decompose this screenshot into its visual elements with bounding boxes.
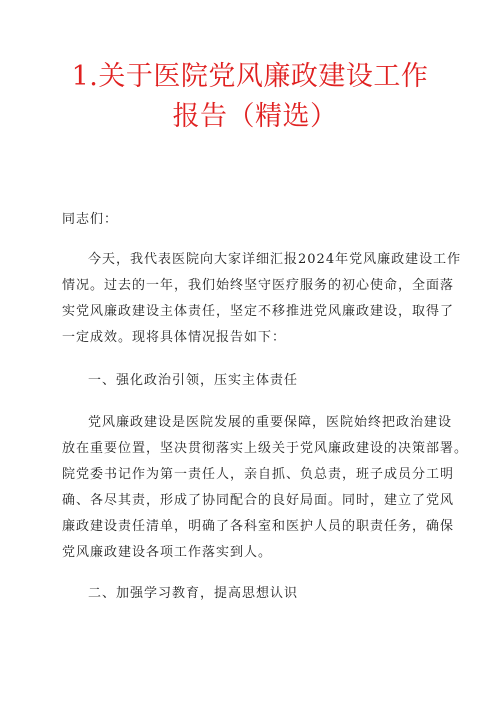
paragraph-2-line: 廉政建设责任清单，明确了各科室和医护人员的职责任务，确保 (62, 519, 455, 534)
paragraph-1-line: 实党风廉政建设主体责任，坚定不移推进党风廉政建设，取得了 (62, 304, 455, 319)
paragraph-2-line: 放在重要位置，坚决贯彻落实上级关于党风廉政建设的决策部署。 (62, 441, 469, 456)
section-heading-2: 二、加强学习教育，提高思想认识 (88, 586, 299, 601)
paragraph-1-line: 今天，我代表医院向大家详细汇报2024年党风廉政建设工作 (88, 252, 462, 267)
paragraph-2-line: 党风廉政建设是医院发展的重要保障，医院始终把政治建设 (88, 415, 453, 430)
paragraph-2-line: 党风廉政建设各项工作落实到人。 (62, 545, 273, 560)
paragraph-2-line: 院党委书记作为第一责任人，亲自抓、负总责，班子成员分工明 (62, 467, 455, 482)
paragraph-1-line: 一定成效。现将具体情况报告如下： (62, 330, 287, 345)
document-title-line-1: 1.关于医院党风廉政建设工作 (71, 61, 429, 92)
paragraph-1-line: 情况。过去的一年，我们始终坚守医疗服务的初心使命，全面落 (62, 278, 455, 293)
section-heading-1: 一、强化政治引领，压实主体责任 (88, 373, 299, 388)
paragraph-2-line: 确、各尽其责，形成了协同配合的良好局面。同时，建立了党风 (62, 493, 455, 508)
document-title-line-2: 报告（精选） (172, 101, 338, 132)
salutation: 同志们： (62, 212, 119, 227)
